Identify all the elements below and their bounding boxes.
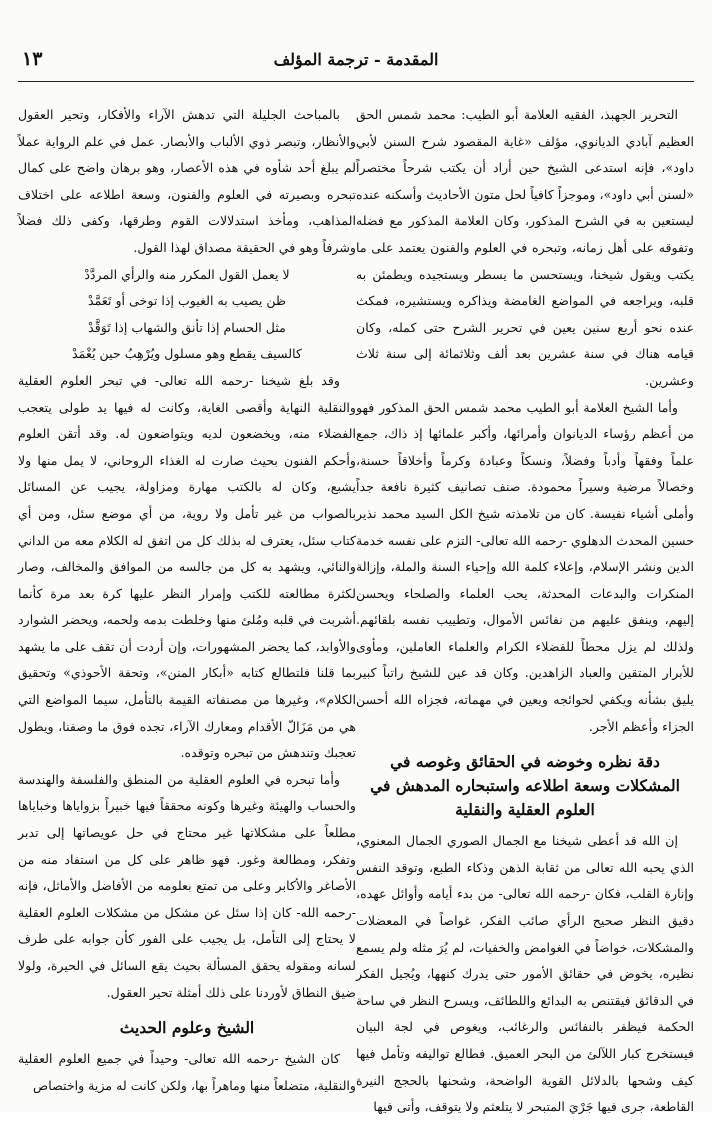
- poem-verse: ظن يصيب به الغيوب إذا توخى أو تَعَمَّدْ: [87, 293, 286, 309]
- poem-verse: مثل الحسام إذا تأنق والشهاب إذا تَوَقَّدْ: [88, 319, 286, 335]
- header-title: المقدمة - ترجمة المؤلف: [273, 50, 439, 69]
- paragraph: كان الشيخ -رحمه الله تعالى- وحيداً في جميع العلوم العقلية والنقلية، متضلعاً منها وماهراً بها، ولكن كانت له مزية واختصاص: [18, 1051, 356, 1093]
- header-rule: [18, 81, 694, 82]
- paragraph: وأما تبحره في العلوم العقلية من المنطق والفلسفة والهندسة والحساب والهيئة وغيرها وكونه محققاً فيها خبيراً بزواياها وخباياها مطلعاً على مشكلاتها غير محتاج في حل عويصاتها إلى تدبر وتفكر، ومطالعة وغور. فهو ظاهر على كل من استفاد منه من الأصاغر والأكابر وعلى من تمتع بعلومه من الأفاضل والأماثل، فإنه -رحمه الله- كان إذا سئل عن مشكل من مشكلات العلوم العقلية لا يحتاج إلى التأمل، بل يجيب على الفور كأن جوابه على طرف لسانه ومقوله يحقق المسألة بحيث يقع السائل في الحيرة، ولولا ضيق النطاق لأوردنا على ذلك أمثلة تحير العقول.: [18, 771, 356, 1000]
- page-number: ١٣: [22, 48, 43, 70]
- section-heading: الشيخ وعلوم الحديث: [119, 1018, 255, 1038]
- poem-verse: لا يعمل القول المكرر منه والرأي المردَّدْ: [84, 266, 290, 282]
- paragraph: وأما الشيخ العلامة أبو الطيب محمد شمس الحق المذكور فهو من أعظم رؤساء الديانوان وأمرائها، وأكبر علمائها إذ ذاك، جمع علماً وفقهاً وأدباً وفضلاً، ونسكاً وعبادة وكرماً وأخلاقاً حسنة، وخصالاً مرضية وسيراً محمودة. صنف تصانيف كثيرة نافعة جداً وأملى أشياء نفيسة. كان من تلامذته شيخ الكل السيد محمد نذير حسين المحدث الدهلوي -رحمه الله تعالى- التزم على نفسه خدمة الدين ونشر الإسلام، وإعلاء كلمة الله وإحياء السنة والملة، وإزالة المنكرات والبدعات المحدثة، يحب العلماء والصلحاء ويحسن إليهم، وينفق عليهم من نفائس الأموال، وتطييب نفسه بلقائهم. ولذلك لم يزل محطاً للفضلاء الكرام والعلماء العاملين، ومأوى للأبرار المتقين والعباد الزاهدين. وكان قد عين للشيخ راتباً كبير يليق بشأنه ويكفي لحوائجه ويعين في مهماته، فجزاه الله أحسن الجزاء وأعظم الأجر.: [356, 399, 694, 734]
- paragraph: إن الله قد أعطى شيخنا مع الجمال الصوري الجمال المعنوي، الذي يحبه الله تعالى من ثقابة الذهن وذكاء الطبع، وتوقد النفس وإنارة القلب، فكان -رحمه الله تعالى- من بدء أيامه وأوائل عهده، دقيق النظر صحيح الرأي صائب الفكر، غواصاً في المعضلات والمشكلات، خواضاً في الغوامض والخفيات، لم يُرَ مثله ولم يسمع نظيره، يخوض في حقائق الأمور حتى يدرك كنهها، ويُجيل الفكر في الدقائق فيقتنص به البدائع واللطائف، ويسرح النظر في ساحة الحكمة فيظفر بالنفائس والرغائب، ويغوص في لجة البيان فيستخرج كبار اللآلئ من البحر العميق. فطالع تواليفه وتأمل فيها كيف وشحها بالدلائل القوية الواضحة، وشحنها بالحجج النيرة القاطعة، جرى فيها جَرْيَ المتبحر لا يتلعثم ولا يتوقف، وأتى فيها: [356, 833, 694, 1115]
- paragraph: بالمباحث الجليلة التي تدهش الآراء والأفكار، وتحير العقول والأنظار، وتبصر ذوي الألباب والأبصار. عمل في علم الرواية عملاً لم يبلغ أحد شأوه في هذه الأعصار، وهو برهان واضح على كمال تبحره وبصيرته في العلوم والفنون، وسعة اطلاعه على اختلاف المذاهب، ومأخذ استدلالات القوم وطرقها، وكفى ذلك فضلاً وشرفاً وهو في الحقيقة مصداق لهذا القول.: [18, 107, 356, 255]
- right-column: [356, 102, 694, 1115]
- running-header: [18, 50, 694, 74]
- section-heading: دقة نظره وخوضه في الحقائق وغوصه في المشكلات وسعة اطلاعه واستبحاره المدهش في العلوم العقلية والنقلية: [370, 752, 680, 820]
- left-column: [18, 102, 356, 1092]
- poem-verse: كالسيف يقطع وهو مسلول ويُرْهِبُ حين يُغْمَدْ: [72, 346, 302, 362]
- paragraph: وقد بلغ شيخنا -رحمه الله تعالى- في تبحر العلوم العقلية والنقلية النهاية وأقصى الغاية، وكانت له فيها يد طولى يتعجب الفضلاء منه، ويخضعون لديه ويتواضعون له. وقد أتقن العلوم وأحكم الفنون بحيث صارت له الغذاء الروحاني، لا يمل منها ولا يشبع، وكان له بالكتب مهارة ومزاولة، يجيب عن المسائل بالصواب من غير تأمل ولا روية، من أي موضع سئل، ومن أي كتاب سئل، يعترف له بذلك كل من اتفق له الكلام معه من الداني والنائي، ويشهد به كل من جالسه من الموافق والمخالف، وصار لكثرة مطالعته للكتب وإمرار النظر عليها كرة بعد مرة كأنما أشربت في قلبه ومُلئ منها وخلطت بدمه ولحمه، ويحضر الشوارد والأوابد، كما يحضر المشهورات، وإن أردت أن تقف على ما يشهد بما قلنا فلتطالع كتابه «أبكار المنن»، وتحفة الأحوذي» وتحقيق الكلام»، وغيرها من مصنفاته القيمة بالتأمل، سيما المواضع التي هي من مَزَالّ الأقدام ومعارك الآراء، تجده فوق ما وصفنا، ويطول تعجبك وتندهش من تبحره وتوقده.: [18, 372, 356, 761]
- paragraph: التحرير الجهبذ، الفقيه العلامة أبو الطيب: محمد شمس الحق العظيم آبادي الديانوي، مؤلف «غاية المقصود شرح السنن لأبي داود»، فإنه استدعى الشيخ حين أراد أن يكتب شرحاً مختصراً «لسنن أبي داود»، وموجزاً كافياً لحل متون الأحاديث وأسكنه عنده ليستعين به في الشرح المذكور، وكان العلامة المذكور مع فضله وتفوقه على أهل زمانه، وتبحره في العلوم والفنون يعتمد على ما يكتب ويقول شيخنا، ويستحسن ما يسطر ويستجيده ويطمئن به قلبه، ويراجعه في المواضع الغامضة ويذاكره ويستشيره، فمكث عنده نحو أربع سنين يعين في تحرير الشرح حتى كمله، وكان قيامه هناك في سنة عشرين بعد ألف وثلاثمائة إلى سنة ثلاث وعشرين.: [356, 107, 694, 388]
